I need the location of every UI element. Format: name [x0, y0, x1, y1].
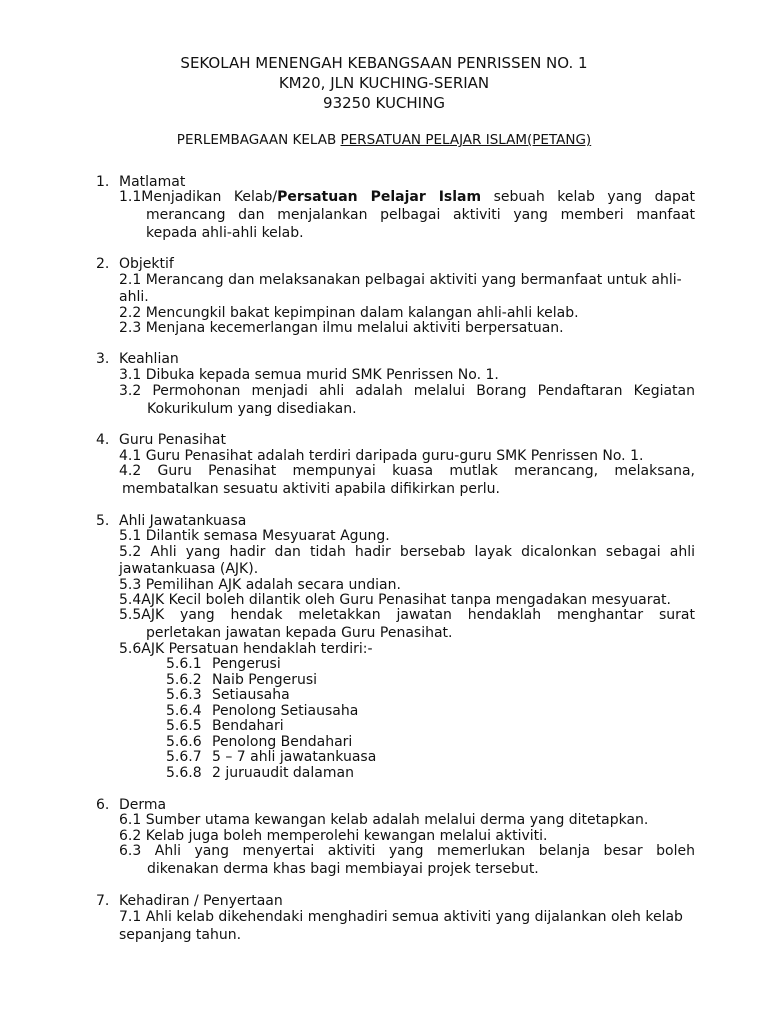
- item-2-3: 2.3 Menjana kecemerlangan ilmu melalui aktiviti berpersatuan.: [119, 320, 564, 336]
- ajk-role-item: [166, 657, 281, 673]
- item-1-1-line3: kepada ahli-ahli kelab.: [146, 225, 304, 241]
- item-1-1-line1: [119, 189, 695, 206]
- ajk-role-number: 5.6.5: [166, 718, 202, 734]
- item-5-2-line2: jawatankuasa (AJK).: [119, 561, 259, 577]
- section-1-number: 1.: [96, 174, 110, 190]
- item-5-6: 5.6AJK Persatuan hendaklah terdiri:-: [119, 641, 373, 657]
- item-7-1-line2: sepanjang tahun.: [119, 927, 242, 943]
- ajk-role-item: [166, 704, 358, 720]
- section-5-title: Ahli Jawatankuasa: [119, 513, 247, 529]
- ajk-role-title: 5 – 7 ahli jawatankuasa: [212, 749, 377, 765]
- title-prefix: PERLEMBAGAAN KELAB: [176, 132, 341, 148]
- item-4-2-line2: membatalkan sesuatu aktiviti apabila difikirkan perlu.: [122, 481, 500, 497]
- section-3-title: Keahlian: [119, 351, 179, 367]
- club-name: PERSATUAN PELAJAR ISLAM(PETANG): [340, 132, 592, 148]
- ajk-role-title: 2 juruaudit dalaman: [212, 764, 354, 781]
- section-3-number: 3.: [96, 351, 110, 367]
- ajk-role-item: [166, 750, 376, 766]
- section-2-heading: [96, 256, 174, 273]
- item-5-5-line2: perletakan jawatan kepada Guru Penasihat.: [146, 625, 453, 641]
- item-1-1-line2: merancang dan menjalankan pelbagai aktiviti yang memberi manfaat: [146, 207, 695, 223]
- ajk-role-item: [166, 766, 354, 782]
- item-6-1: 6.1 Sumber utama kewangan kelab adalah melalui derma yang ditetapkan.: [119, 812, 649, 828]
- section-6-number: 6.: [96, 797, 110, 813]
- item-5-1: 5.1 Dilantik semasa Mesyuarat Agung.: [119, 528, 390, 544]
- section-5-number: 5.: [96, 513, 110, 529]
- ajk-role-number: 5.6.1: [166, 656, 202, 672]
- ajk-role-number: 5.6.6: [166, 733, 202, 750]
- ajk-role-number: 5.6.7: [166, 749, 202, 765]
- ajk-role-title: Penolong Bendahari: [212, 733, 353, 750]
- ajk-role-item: [166, 673, 317, 689]
- ajk-role-number: 5.6.4: [166, 702, 202, 719]
- document-title: [0, 131, 768, 149]
- section-6-title: Derma: [119, 797, 167, 813]
- item-3-2-line2: Kokurikulum yang disediakan.: [147, 401, 357, 417]
- section-4-heading: [96, 432, 226, 449]
- item-5-5-line1: 5.5AJK yang hendak meletakkan jawatan hendaklah menghantar surat: [119, 607, 695, 623]
- item-6-3-line2: dikenakan derma khas bagi membiayai projek tersebut.: [147, 861, 539, 877]
- ajk-role-title: Penolong Setiausaha: [212, 702, 359, 719]
- item-3-1: 3.1 Dibuka kepada semua murid SMK Penrissen No. 1.: [119, 367, 499, 383]
- school-address: KM20, JLN KUCHING-SERIAN: [278, 74, 490, 92]
- item-3-2-line1: 3.2 Permohonan menjadi ahli adalah melalui Borang Pendaftaran Kegiatan: [119, 383, 695, 399]
- item-1-1-text-a: 1.1Menjadikan Kelab/: [119, 189, 278, 205]
- section-3-heading: [96, 351, 179, 368]
- school-postcode-city: 93250 KUCHING: [323, 94, 445, 112]
- section-7-number: 7.: [96, 893, 110, 909]
- ajk-role-number: 5.6.3: [166, 687, 202, 703]
- item-2-1-line1: 2.1 Merancang dan melaksanakan pelbagai aktiviti yang bermanfaat untuk ahli-: [119, 272, 682, 288]
- ajk-role-title: Setiausaha: [212, 687, 290, 703]
- item-4-2-line1: 4.2 Guru Penasihat mempunyai kuasa mutlak merancang, melaksana,: [119, 463, 695, 479]
- school-name: SEKOLAH MENENGAH KEBANGSAAN PENRISSEN NO. 1: [180, 54, 588, 72]
- item-4-1: 4.1 Guru Penasihat adalah terdiri daripada guru-guru SMK Penrissen No. 1.: [119, 448, 644, 464]
- item-2-1-line2: ahli.: [119, 289, 149, 305]
- ajk-role-title: Bendahari: [212, 718, 284, 734]
- item-7-1-line1: 7.1 Ahli kelab dikehendaki menghadiri semua aktiviti yang dijalankan oleh kelab: [119, 909, 683, 925]
- ajk-role-item: [166, 735, 352, 751]
- section-2-number: 2.: [96, 256, 110, 272]
- section-2-title: Objektif: [119, 256, 174, 272]
- section-7-title: Kehadiran / Penyertaan: [119, 893, 283, 909]
- club-name-bold: Persatuan Pelajar Islam: [277, 189, 482, 205]
- item-6-3-line1: 6.3 Ahli yang menyertai aktiviti yang memerlukan belanja besar boleh: [119, 843, 695, 859]
- item-6-2: 6.2 Kelab juga boleh memperolehi kewangan melalui aktiviti.: [119, 828, 548, 844]
- item-5-3: 5.3 Pemilihan AJK adalah secara undian.: [119, 577, 401, 593]
- ajk-role-item: [166, 688, 290, 704]
- item-2-2: 2.2 Mencungkil bakat kepimpinan dalam kalangan ahli-ahli kelab.: [119, 305, 579, 321]
- section-4-number: 4.: [96, 432, 110, 448]
- ajk-role-number: 5.6.2: [166, 671, 202, 688]
- item-5-4: 5.4AJK Kecil boleh dilantik oleh Guru Penasihat tanpa mengadakan mesyuarat.: [119, 592, 671, 608]
- ajk-role-title: Naib Pengerusi: [212, 671, 318, 688]
- ajk-role-number: 5.6.8: [166, 764, 202, 781]
- section-7-heading: [96, 893, 283, 910]
- section-1-title: Matlamat: [119, 174, 186, 190]
- item-1-1-text-b: sebuah kelab yang dapat: [481, 189, 696, 205]
- item-5-2-line1: 5.2 Ahli yang hadir dan tidah hadir bersebab layak dicalonkan sebagai ahli: [119, 544, 695, 560]
- section-4-title: Guru Penasihat: [119, 432, 226, 448]
- ajk-role-item: [166, 719, 284, 735]
- ajk-role-title: Pengerusi: [212, 656, 281, 672]
